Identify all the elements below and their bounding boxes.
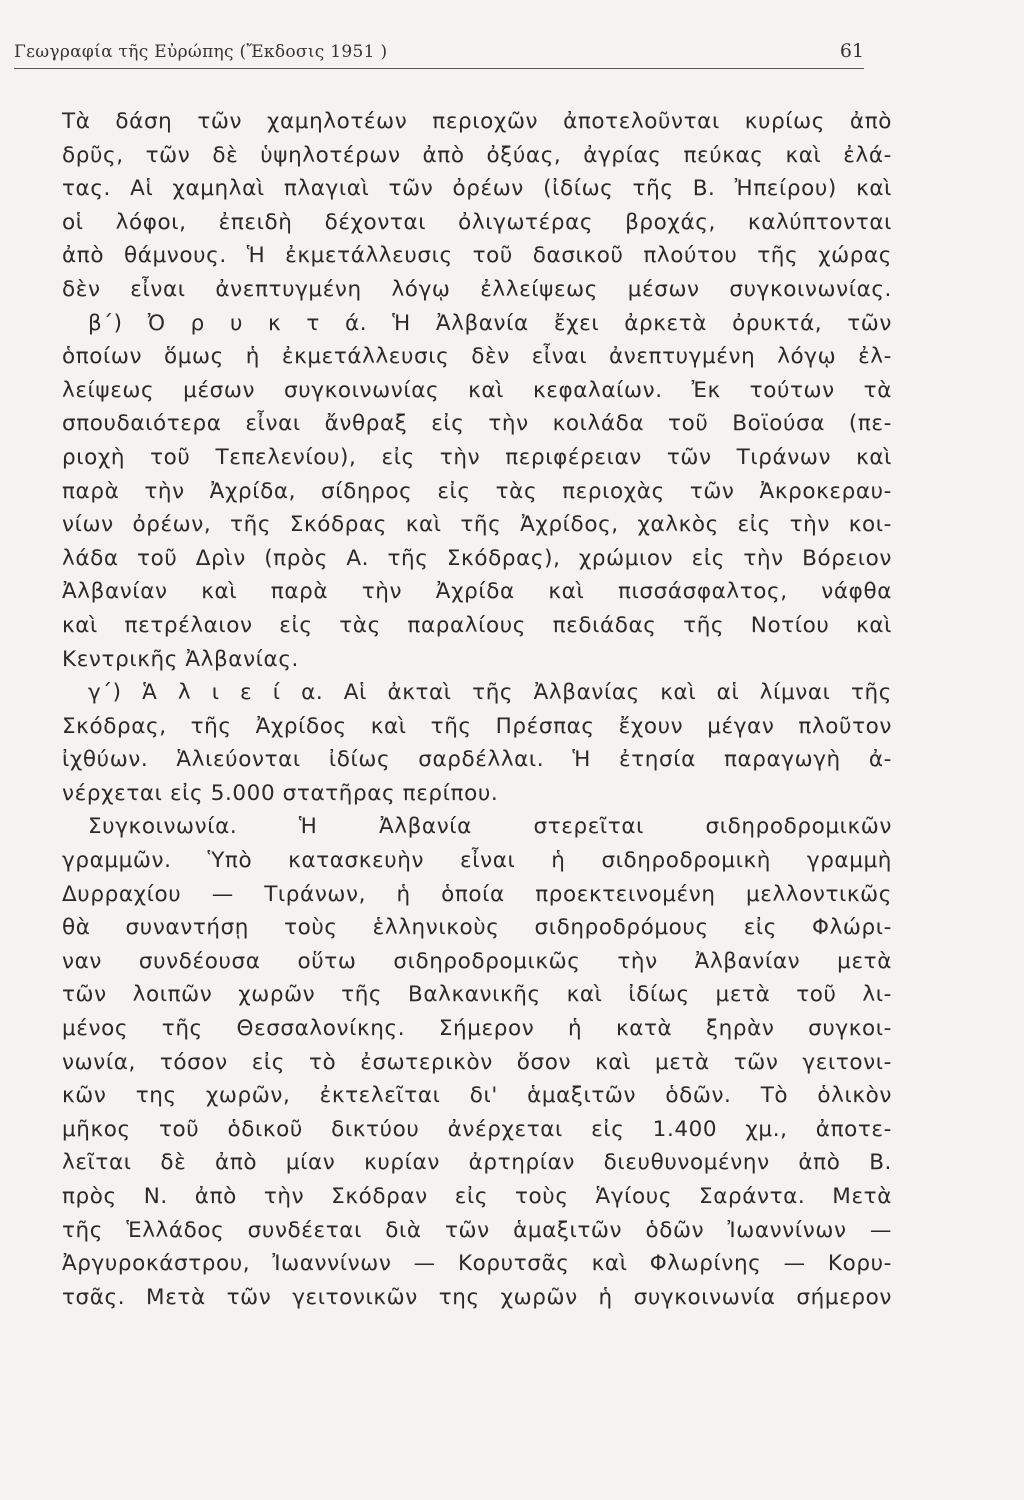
text-line: ἰχθύων. Ἁλιεύονται ἰδίως σαρδέλλαι. Ἡ ἐτησία παραγωγὴ ἀ- [62,747,892,773]
text-line: νέρχεται εἰς 5.000 στατῆρας περίπου. [62,780,499,806]
page-number: 61 [839,40,864,62]
running-title: Γεωγραφία τῆς Εὐρώπης (Ἔκδοσις 1951 ) [14,42,388,62]
text-line: παρὰ τὴν Ἀχρίδα, σίδηρος εἰς τὰς περιοχὰς τῶν Ἀκροκεραυ- [62,478,892,504]
text-line: οἱ λόφοι, ἐπειδὴ δέχονται ὀλιγωτέρας βροχάς, καλύπτονται [62,209,892,235]
page-header [14,38,864,69]
text-line: γ΄) Ἁ λ ι ε ί α. Αἱ ἀκταὶ τῆς Ἀλβανίας καὶ αἱ λίμναι τῆς [88,680,892,706]
text-line: τας. Αἱ χαμηλαὶ πλαγιαὶ τῶν ὀρέων (ἰδίως τῆς Β. Ἠπείρου) καὶ [62,176,892,202]
text-line: ἀπὸ θάμνους. Ἡ ἐκμετάλλευσις τοῦ δασικοῦ πλούτου τῆς χώρας [62,243,892,269]
text-line: πρὸς Ν. ἀπὸ τὴν Σκόδραν εἰς τοὺς Ἁγίους Σαράντα. Μετὰ [62,1184,892,1209]
text-line: νίων ὀρέων, τῆς Σκόδρας καὶ τῆς Ἀχρίδος, χαλκὸς εἰς τὴν κοι- [62,512,892,538]
text-line: δρῦς, τῶν δὲ ὑψηλοτέρων ἀπὸ ὀξύας, ἀγρίας πεύκας καὶ ἐλά- [62,142,892,168]
text-line: τσᾶς. Μετὰ τῶν γειτονικῶν της χωρῶν ἡ συγκοινωνία σήμερον [62,1284,892,1310]
text-line: ναν συνδέουσα οὕτω σιδηροδρομικῶς τὴν Ἀλβανίαν μετὰ [62,948,892,974]
body-text [62,105,892,1348]
text-line: νωνία, τόσον εἰς τὸ ἐσωτερικὸν ὅσον καὶ μετὰ τῶν γειτονι- [62,1049,892,1075]
text-line: λάδα τοῦ Δρὶν (πρὸς Α. τῆς Σκόδρας), χρώμιον εἰς τὴν Βόρειον [62,545,892,571]
text-line: ὁποίων ὅμως ἡ ἐκμετάλλευσις δὲν εἶναι ἀνεπτυγμένη λόγῳ ἐλ- [62,344,892,370]
text-line: Κεντρικῆς Ἀλβανίας. [62,646,299,672]
text-line: μῆκος τοῦ ὁδικοῦ δικτύου ἀνέρχεται εἰς 1.400 χμ., ἀποτε- [62,1116,892,1142]
text-line: λείψεως μέσων συγκοινωνίας καὶ κεφαλαίων. Ἐκ τούτων τὰ [62,377,892,403]
text-line: Ἀλβανίαν καὶ παρὰ τὴν Ἀχρίδα καὶ πισσάσφαλτος, νάφθα [62,579,892,605]
text-line: μένος τῆς Θεσσαλονίκης. Σήμερον ἡ κατὰ ξηρὰν συγκοι- [62,1016,892,1042]
text-line: ριοχὴ τοῦ Τεπελενίου), εἰς τὴν περιφέρειαν τῶν Τιράνων καὶ [62,444,892,470]
text-line: β΄) Ὀ ρ υ κ τ ά. Ἡ Ἀλβανία ἔχει ἀρκετὰ ὀρυκτά, τῶν [88,310,892,336]
text-line: δὲν εἶναι ἀνεπτυγμένη λόγῳ ἐλλείψεως μέσων συγκοινωνίας. [62,276,892,302]
text-line: θὰ συναντήσῃ τοὺς ἑλληνικοὺς σιδηροδρόμους εἰς Φλώρι- [62,915,892,941]
text-line: Σκόδρας, τῆς Ἀχρίδος καὶ τῆς Πρέσπας ἔχουν μέγαν πλοῦτον [62,713,892,739]
text-line: τῆς Ἑλλάδος συνδέεται διὰ τῶν ἁμαξιτῶν ὁδῶν Ἰωαννίνων — [62,1217,892,1243]
text-line: τῶν λοιπῶν χωρῶν τῆς Βαλκανικῆς καὶ ἰδίως μετὰ τοῦ λι- [62,982,892,1008]
text-line: σπουδαιότερα εἶναι ἄνθραξ εἰς τὴν κοιλάδα τοῦ Βοϊούσα (πε- [62,411,892,437]
text-line: Συγκοινωνία. Ἡ Ἀλβανία στερεῖται σιδηροδρομικῶν [88,814,892,840]
text-line: Ἀργυροκάστρου, Ἰωαννίνων — Κορυτσᾶς καὶ Φλωρίνης — Κορυ- [62,1251,892,1277]
text-line [62,1314,892,1348]
text-line: λεῖται δὲ ἀπὸ μίαν κυρίαν ἀρτηρίαν διευθυνομένην ἀπὸ Β. [62,1150,892,1176]
text-line: γραμμῶν. Ὑπὸ κατασκευὴν εἶναι ἡ σιδηροδρομικὴ γραμμὴ [62,848,892,874]
text-line: κῶν της χωρῶν, ἐκτελεῖται δι' ἁμαξιτῶν ὁδῶν. Τὸ ὁλικὸν [62,1083,892,1109]
text-line: Τὰ δάση τῶν χαμηλοτέων περιοχῶν ἀποτελοῦνται κυρίως ἀπὸ [62,109,892,134]
text-line: Δυρραχίου — Τιράνων, ἡ ὁποία προεκτεινομένη μελλοντικῶς [62,881,892,907]
text-line: καὶ πετρέλαιον εἰς τὰς παραλίους πεδιάδας τῆς Νοτίου καὶ [62,612,892,638]
